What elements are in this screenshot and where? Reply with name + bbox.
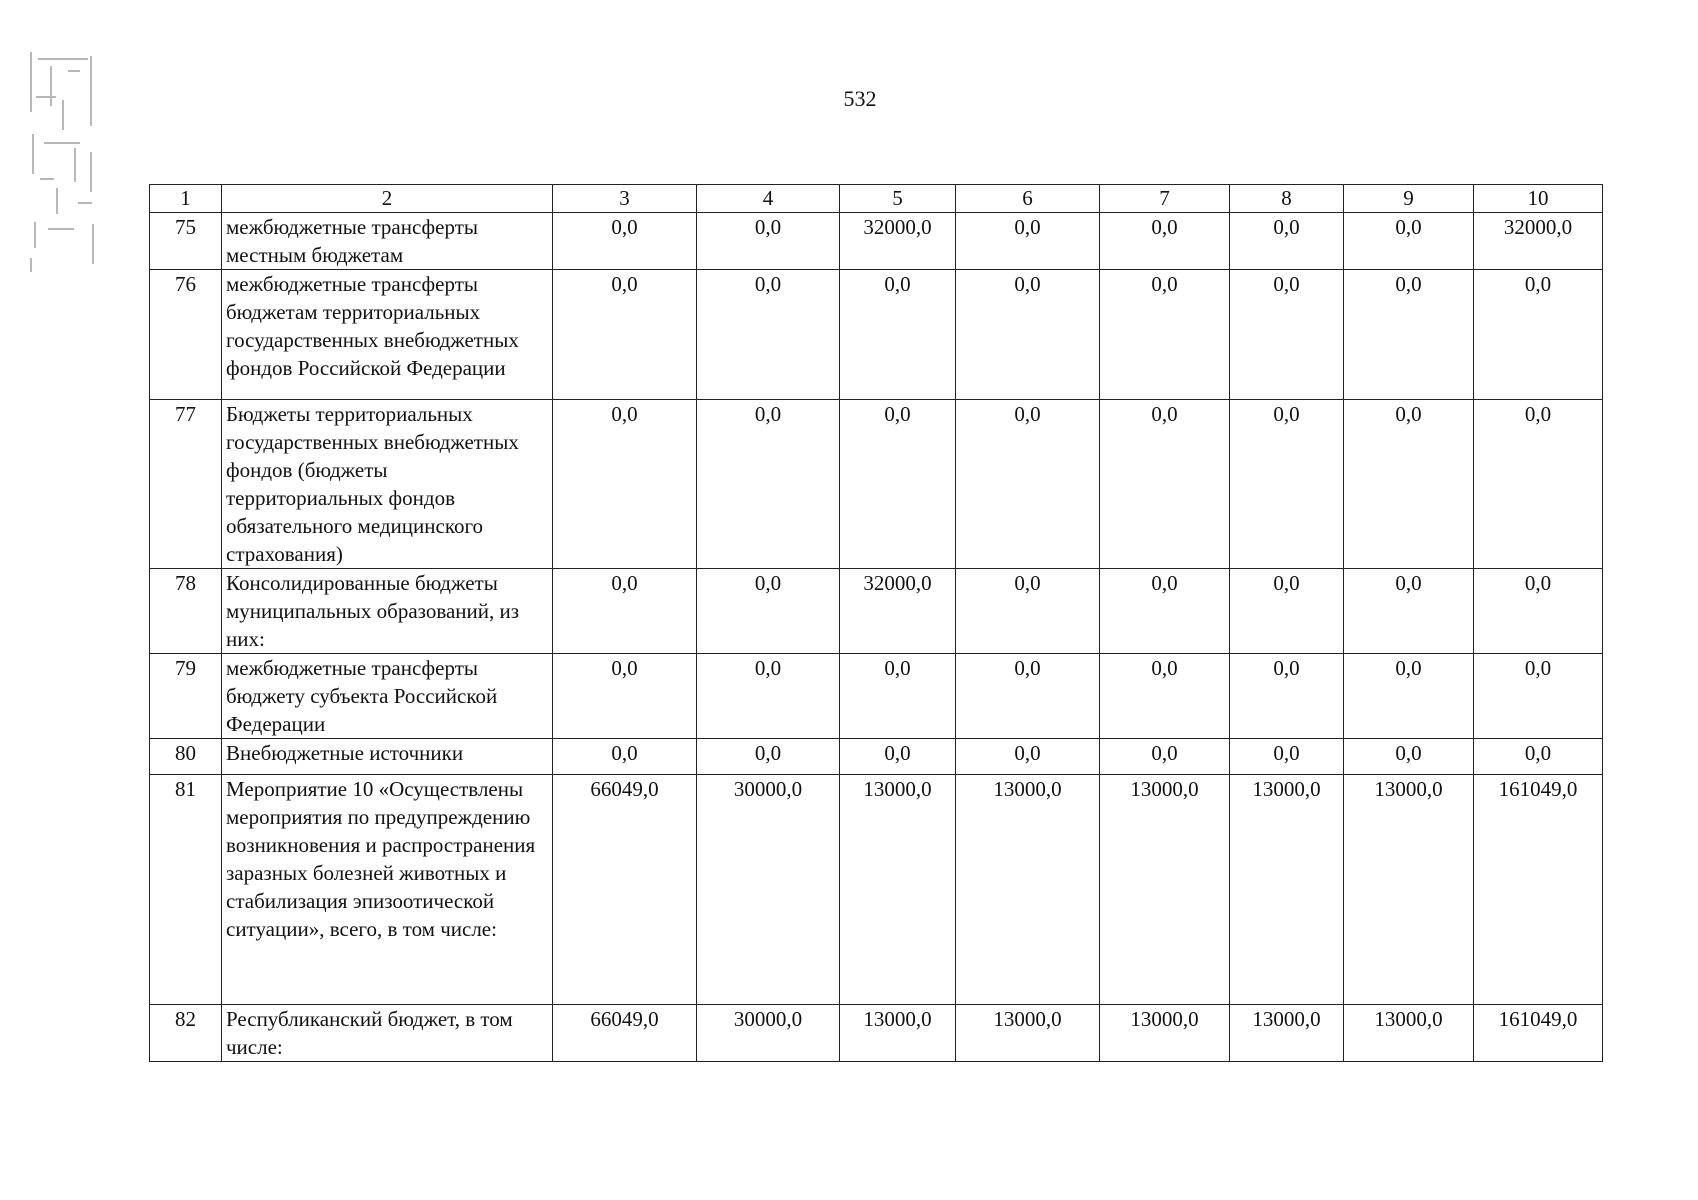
table-row	[150, 654, 1603, 739]
value-cell-col-8: 0,0	[1230, 654, 1344, 739]
value-cell-col-5: 0,0	[840, 654, 956, 739]
value-cell-col-5: 32000,0	[840, 213, 956, 270]
row-number-cell: 80	[150, 739, 222, 775]
value-cell-col-4: 0,0	[697, 739, 840, 775]
row-name-cell: Бюджеты территориальных государственных внебюджетных фондов (бюджеты территориальных фондов обязательного медицинского страхования)	[222, 400, 553, 569]
value-cell-col-8: 13000,0	[1230, 1005, 1344, 1062]
row-name-cell: межбюджетные трансферты бюджетам территориальных государственных внебюджетных фондов Российской Федерации	[222, 270, 553, 400]
value-cell-col-9: 0,0	[1344, 270, 1474, 400]
value-cell-col-8: 13000,0	[1230, 775, 1344, 1005]
value-cell-col-4: 0,0	[697, 400, 840, 569]
value-cell-col-10: 0,0	[1474, 654, 1603, 739]
table-header-row	[150, 185, 1603, 213]
table-row	[150, 213, 1603, 270]
table-row	[150, 569, 1603, 654]
value-cell-col-7: 0,0	[1100, 739, 1230, 775]
row-number-cell: 76	[150, 270, 222, 400]
value-cell-col-7: 0,0	[1100, 270, 1230, 400]
value-cell-col-5: 0,0	[840, 270, 956, 400]
row-number-cell: 82	[150, 1005, 222, 1062]
column-header-8: 8	[1230, 185, 1344, 213]
value-cell-col-3: 0,0	[553, 654, 697, 739]
column-header-6: 6	[956, 185, 1100, 213]
value-cell-col-9: 0,0	[1344, 213, 1474, 270]
value-cell-col-10: 32000,0	[1474, 213, 1603, 270]
value-cell-col-3: 0,0	[553, 270, 697, 400]
value-cell-col-4: 0,0	[697, 270, 840, 400]
table-row	[150, 775, 1603, 1005]
value-cell-col-10: 0,0	[1474, 400, 1603, 569]
value-cell-col-6: 0,0	[956, 213, 1100, 270]
row-name-cell: Консолидированные бюджеты муниципальных образований, из них:	[222, 569, 553, 654]
value-cell-col-8: 0,0	[1230, 569, 1344, 654]
value-cell-col-5: 0,0	[840, 400, 956, 569]
value-cell-col-7: 0,0	[1100, 400, 1230, 569]
table-row	[150, 400, 1603, 569]
column-header-2: 2	[222, 185, 553, 213]
value-cell-col-7: 0,0	[1100, 569, 1230, 654]
row-name-cell: межбюджетные трансферты местным бюджетам	[222, 213, 553, 270]
column-header-4: 4	[697, 185, 840, 213]
value-cell-col-4: 0,0	[697, 213, 840, 270]
value-cell-col-5: 0,0	[840, 739, 956, 775]
value-cell-col-8: 0,0	[1230, 400, 1344, 569]
value-cell-col-6: 0,0	[956, 654, 1100, 739]
value-cell-col-9: 0,0	[1344, 739, 1474, 775]
value-cell-col-3: 66049,0	[553, 775, 697, 1005]
value-cell-col-4: 30000,0	[697, 775, 840, 1005]
value-cell-col-5: 13000,0	[840, 1005, 956, 1062]
row-number-cell: 78	[150, 569, 222, 654]
value-cell-col-7: 13000,0	[1100, 775, 1230, 1005]
row-name-cell: Внебюджетные источники	[222, 739, 553, 775]
table-body	[150, 213, 1603, 1062]
row-number-cell: 77	[150, 400, 222, 569]
value-cell-col-9: 0,0	[1344, 400, 1474, 569]
value-cell-col-5: 32000,0	[840, 569, 956, 654]
value-cell-col-10: 0,0	[1474, 270, 1603, 400]
column-header-3: 3	[553, 185, 697, 213]
value-cell-col-4: 30000,0	[697, 1005, 840, 1062]
value-cell-col-8: 0,0	[1230, 270, 1344, 400]
value-cell-col-7: 13000,0	[1100, 1005, 1230, 1062]
row-name-cell: межбюджетные трансферты бюджету субъекта Российской Федерации	[222, 654, 553, 739]
table-row	[150, 270, 1603, 400]
column-header-1: 1	[150, 185, 222, 213]
value-cell-col-3: 0,0	[553, 400, 697, 569]
column-header-10: 10	[1474, 185, 1603, 213]
stamp-mark	[28, 52, 102, 272]
value-cell-col-9: 0,0	[1344, 569, 1474, 654]
value-cell-col-10: 0,0	[1474, 569, 1603, 654]
value-cell-col-4: 0,0	[697, 654, 840, 739]
value-cell-col-10: 0,0	[1474, 739, 1603, 775]
value-cell-col-9: 13000,0	[1344, 775, 1474, 1005]
value-cell-col-8: 0,0	[1230, 213, 1344, 270]
table-row	[150, 1005, 1603, 1062]
row-name-cell: Мероприятие 10 «Осуществлены мероприятия по предупреждению возникновения и распространения заразных болезней животных и стабилизация эпизоотической ситуации», всего, в том числе:	[222, 775, 553, 1005]
row-number-cell: 81	[150, 775, 222, 1005]
value-cell-col-6: 0,0	[956, 569, 1100, 654]
value-cell-col-10: 161049,0	[1474, 1005, 1603, 1062]
row-number-cell: 79	[150, 654, 222, 739]
value-cell-col-3: 0,0	[553, 739, 697, 775]
value-cell-col-6: 0,0	[956, 270, 1100, 400]
budget-table	[149, 184, 1603, 1062]
value-cell-col-9: 0,0	[1344, 654, 1474, 739]
value-cell-col-3: 0,0	[553, 213, 697, 270]
value-cell-col-10: 161049,0	[1474, 775, 1603, 1005]
column-header-9: 9	[1344, 185, 1474, 213]
page-number: 532	[843, 86, 877, 111]
value-cell-col-6: 13000,0	[956, 1005, 1100, 1062]
value-cell-col-7: 0,0	[1100, 654, 1230, 739]
row-name-cell: Республиканский бюджет, в том числе:	[222, 1005, 553, 1062]
column-header-7: 7	[1100, 185, 1230, 213]
value-cell-col-4: 0,0	[697, 569, 840, 654]
value-cell-col-7: 0,0	[1100, 213, 1230, 270]
value-cell-col-3: 66049,0	[553, 1005, 697, 1062]
value-cell-col-9: 13000,0	[1344, 1005, 1474, 1062]
table-row	[150, 739, 1603, 775]
value-cell-col-6: 0,0	[956, 400, 1100, 569]
value-cell-col-6: 13000,0	[956, 775, 1100, 1005]
value-cell-col-5: 13000,0	[840, 775, 956, 1005]
value-cell-col-8: 0,0	[1230, 739, 1344, 775]
value-cell-col-3: 0,0	[553, 569, 697, 654]
row-number-cell: 75	[150, 213, 222, 270]
column-header-5: 5	[840, 185, 956, 213]
value-cell-col-6: 0,0	[956, 739, 1100, 775]
